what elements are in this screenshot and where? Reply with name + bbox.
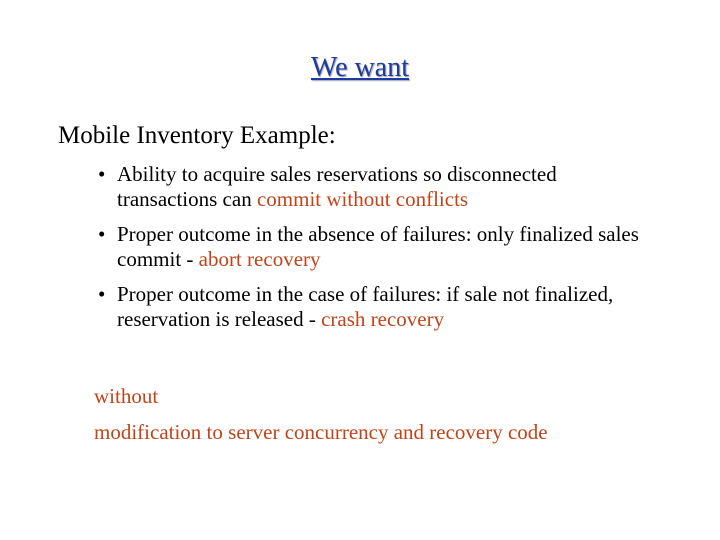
bullet-item — [96, 162, 656, 212]
footer-line-2: modification to server concurrency and recovery code — [94, 420, 548, 444]
bullet-item — [96, 282, 656, 332]
footer-line-1: without — [94, 384, 159, 408]
bullet-dot-icon: • — [98, 162, 106, 186]
bullet-text: Proper outcome in the absence of failures: only finalized sales commit - — [117, 222, 639, 271]
bullet-dot-icon: • — [98, 282, 106, 306]
bullet-highlight: crash recovery — [321, 307, 445, 331]
footer-note — [94, 378, 548, 450]
bullet-dot-icon: • — [98, 222, 106, 246]
bullet-list — [96, 162, 656, 342]
bullet-text: Proper outcome in the case of failures: if sale not finalized, reservation is released - — [117, 282, 614, 331]
bullet-highlight: abort recovery — [198, 247, 321, 271]
bullet-highlight: commit without conflicts — [256, 187, 469, 211]
bullet-item — [96, 222, 656, 272]
slide-subtitle: Mobile Inventory Example: — [58, 122, 336, 149]
slide-title: We want — [310, 52, 410, 83]
bullet-text: Ability to acquire sales reservations so disconnected transactions can — [117, 162, 557, 211]
